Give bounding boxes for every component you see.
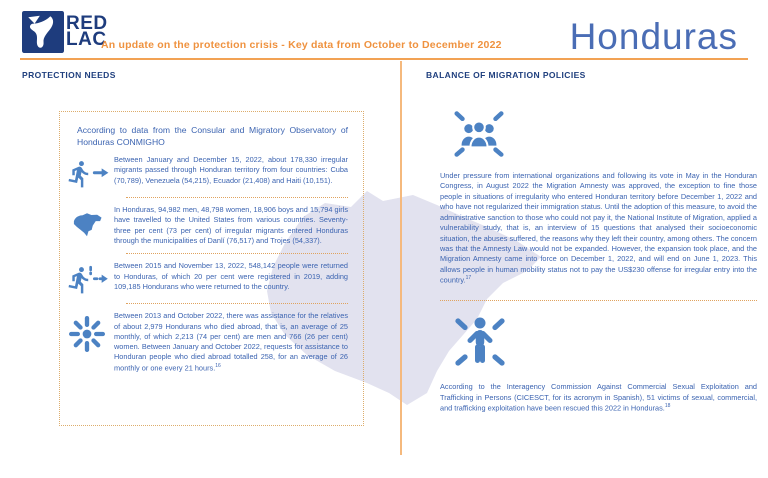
list-item-text: In Honduras, 94,982 men, 48,798 women, 18,906 boys and 15,794 girls have travelled to the United States from various countries. Seventy-three per cent (73 per cent) of irregular migrants entered Honduras through the municipalities of Danlí (76,517) and Trojes (54,337). (114, 205, 348, 246)
list-item-irregular-migrants (60, 155, 363, 190)
conmigho-intro: According to data from the Consular and Migratory Observatory of Honduras CONMIGHO (77, 125, 348, 147)
assistance-burst-icon (60, 311, 114, 354)
footnote-ref: 17 (465, 275, 472, 282)
column-divider (400, 61, 402, 455)
amnesty-paragraph: Under pressure from international organizations and following its vote in May in the Honduran Congress, in August 2022 the Migration Amnesty was approved, the exception to fine those people in situations of irregularity who entered Honduran territory before December 1, 2022 and who have not regularized their immigration status. Until the adoption of this measure, to avoid the administrative sanction to those who could not pay it, the National Institute of Migration, applied a vulnerability study, that is, an interview of 15 questions that analysed their socioeconomic situation, the abuses suffered, the reasons why they left their country, among others. The concern was that the Amnesty Law would not be expanded. However, the expansion took place, and the Migration Amnesty came into force on December 1, 2022, and will end on June 1, 2023. This allows people in human mobility status not to pay the US$230 offense for irregular entry into the country.$^{17}$ (440, 171, 757, 285)
list-item-honduras-entries (60, 205, 363, 246)
list-item-text: Between January and December 15, 2022, about 178,330 irregular migrants passed through Honduran territory from four countries: Cuba (70,789), Venezuela (54,215), Ecuador (21,408) and Haiti (10,151). (114, 155, 348, 185)
footnote-ref: 16 (215, 362, 221, 369)
list-item-returnees (60, 261, 363, 296)
cicesct-paragraph: According to the Interagency Commission Against Commercial Sexual Exploitation and Trafficking in Persons (CICESCT, for its acronym in Spanish), 51 victims of sexual, commercial, and trafficking exploitation have been rescued this 2022 in Honduras.$^{18}$ (440, 382, 757, 413)
people-group-rays-icon (450, 106, 757, 167)
dotted-divider (126, 303, 348, 304)
redlac-logo (22, 11, 108, 53)
dotted-divider (126, 253, 348, 254)
person-rays-icon (450, 311, 757, 378)
report-tagline: An update on the protection crisis - Key data from October to December 2022 (101, 39, 502, 51)
header-rule (20, 58, 748, 60)
list-item-text: Between 2015 and November 13, 2022, 548,142 people were returned to Honduras, of which 20 per cent were registered in 2019, adding 109,185 Hondurans who were returned to the country. (114, 261, 348, 291)
honduras-map-icon (60, 205, 114, 240)
protection-needs-box (59, 111, 364, 426)
footnote-ref: 18 (664, 402, 671, 409)
returnee-walking-dashed-arrow-icon (60, 261, 114, 296)
redlac-logo-icon (22, 11, 64, 53)
protection-needs-heading: PROTECTION NEEDS (22, 70, 116, 80)
list-item-text: Between 2013 and October 2022, there was assistance for the relatives of about 2,979 Hondurans who died abroad, that is, an average of 25 monthly, of which 2,213 (74 per cent) are men and 766 (26 per cent) women. Between January and October 2022, requests for assistance to Honduran people who died abroad totalled 258, for an average of 26 monthly or one every 21 hours.$^{16}$ (114, 311, 348, 373)
migration-policies-column (440, 100, 757, 414)
migrant-walking-arrow-icon (60, 155, 114, 190)
dotted-divider (440, 300, 757, 301)
migration-policies-heading: BALANCE OF MIGRATION POLICIES (426, 70, 586, 80)
logo-line2: LAC (66, 29, 107, 50)
dotted-divider (126, 197, 348, 198)
list-item-deceased-assistance (60, 311, 363, 373)
logo-line1: RED (66, 13, 108, 35)
country-title: Honduras (569, 16, 738, 57)
